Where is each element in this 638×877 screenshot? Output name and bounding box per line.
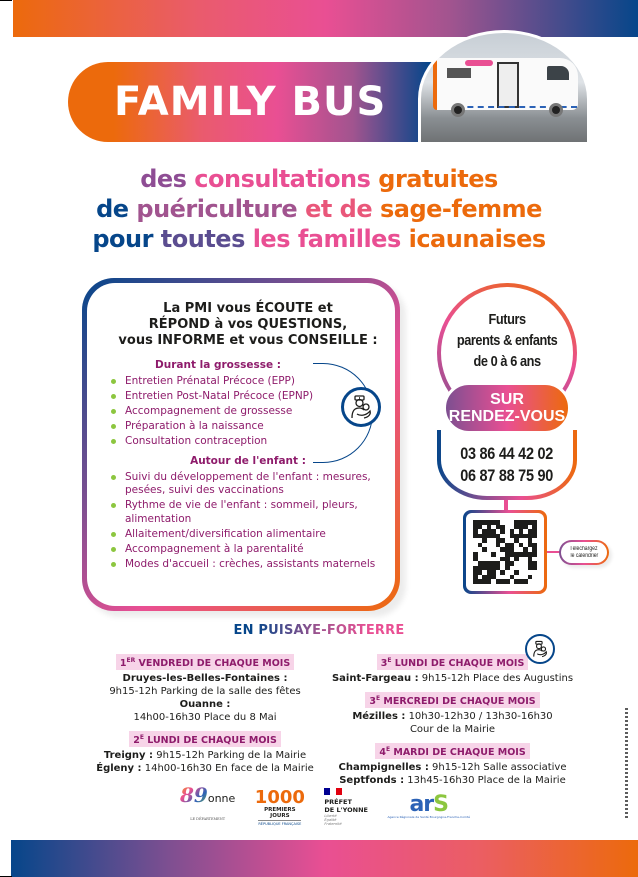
top-gradient-band [13,0,638,37]
service-list-item [111,558,385,572]
heading-line: vous INFORME et vous CONSEILLE : [118,333,378,348]
calendar-qr-code[interactable] [463,510,547,594]
logo-prefet-motto: Liberté [324,814,337,818]
day-badge [377,654,529,670]
location-name: Ouanne : [179,699,231,710]
service-text: Entretien Post-Natal Précoce (EPNP) [125,390,314,402]
location-detail: 9h15-12h Parking de la salle des fêtes [109,686,301,697]
service-list-item [111,499,385,526]
service-text: Rythme de vie de l'enfant : sommeil, pleurs, alimentation [125,499,358,525]
service-text: Accompagnement à la parentalité [125,542,304,555]
service-list-item [111,471,385,498]
logo-prefet-motto: Égalité [324,818,337,822]
location-line [325,710,580,723]
day-badge [365,692,539,708]
tagline-line [0,164,638,194]
logo-yonne-department [180,785,235,829]
tagline-segment: des [140,165,195,193]
service-text: Modes d'accueil : crèches, assistants maternels [125,557,376,570]
title-banner [68,62,448,142]
logo-yonne-sub: LE DÉPARTEMENT [190,817,226,821]
bullet-icon [111,562,116,567]
location-detail: 9h15-12h Parking de la Mairie [153,750,307,761]
bus-door [497,62,519,108]
day-label: MARDI DE CHAQUE MOIS [390,747,526,758]
audience-text [457,309,557,372]
schedule-block [85,651,325,724]
french-flag-icon [324,788,342,795]
bullet-icon [111,409,116,414]
logo-prefet-label: DE L'YONNE [324,806,368,814]
bullet-icon [111,503,116,508]
crop-mark [0,0,12,1]
tagline-segment: icaunaises [408,225,546,253]
audience-line: Futurs [488,311,526,328]
phone-number-link[interactable]: 06 87 88 75 90 [460,466,554,485]
day-badge [129,731,281,747]
bus-logo-decal [465,60,493,66]
logo-1000-premiers-jours [254,786,305,826]
logo-ars-s: S [433,792,448,817]
section-title: Autour de l'enfant : [190,454,306,467]
service-text: Consultation contraception [125,435,268,447]
location-detail: 9h15-12h Place des Augustins [418,673,574,684]
print-reference-mark [625,708,628,818]
tagline-line [0,194,638,224]
tagline [0,164,638,254]
location-line [85,762,325,775]
bullet-icon [111,532,116,537]
location-detail: 9h15-12h Salle associative [428,762,567,773]
location-name: Saint-Fargeau : [331,673,419,684]
heading-line: La PMI vous ÉCOUTE et [163,301,333,316]
location-detail: 10h30-12h30 / 13h30-16h30 [405,711,553,722]
audience-line: de 0 à 6 ans [473,353,541,370]
service-list-item [111,528,385,542]
appointment-line: RENDEZ-VOUS [448,408,566,425]
phone-box [437,430,577,500]
tagline-segment: gratuites [378,165,498,193]
download-calendar-link[interactable] [559,540,609,565]
logo-ars-word: ar [409,792,434,817]
bullet-icon [111,547,116,552]
heading-line: RÉPOND à vos QUESTIONS, [148,317,348,332]
service-text: Préparation à la naissance [125,420,264,432]
service-list [111,471,385,572]
location-line [325,774,580,787]
logo-1000-sub: RÉPUBLIQUE FRANÇAISE [258,821,302,826]
bullet-icon [111,439,116,444]
ordinal: 1 [119,658,127,669]
tagline-segment: sage-femme [379,195,542,223]
location-detail: 14h00-16h30 En face de la Mairie [141,763,314,774]
location-detail: 14h00-16h30 Place du 8 Mai [133,712,277,723]
bus-photo [418,30,590,145]
appointment-line: SUR [490,391,524,408]
location-name: Mézilles : [352,711,406,722]
qr-code-grid [473,520,537,584]
tagline-segment: puériculture [136,195,306,223]
location-line [85,749,325,762]
partner-logos [180,783,470,827]
tagline-line [0,224,638,254]
logo-1000-number: 1000 [254,786,305,808]
bus-window [447,68,471,78]
bus-wheel [549,103,563,117]
day-label: LUNDI DE CHAQUE MOIS [143,735,277,746]
location-name: Druyes-les-Belles-Fontaines : [122,673,288,684]
schedule-left-column [85,651,325,779]
logo-prefet-yonne [324,788,368,826]
day-label: VENDREDI DE CHAQUE MOIS [135,658,291,669]
logo-yonne-number: 89 [180,783,208,807]
ordinal-suffix: E [375,694,381,702]
schedule-block [325,740,580,787]
phone-number-link[interactable]: 03 86 44 42 02 [460,444,554,463]
tagline-segment: les familles [252,225,409,253]
page-title: FAMILY BUS [114,79,387,125]
nurse-with-baby-icon [525,634,555,664]
logo-yonne-word: onne [207,792,236,805]
download-label-line: le calendrier [570,552,598,559]
tagline-segment: toutes [160,225,253,253]
download-label-line: Téléchargez [569,546,599,552]
qr-module [532,579,537,584]
service-text: Entretien Prénatal Précoce (EPP) [125,375,295,387]
ordinal-suffix: ER [126,656,136,664]
service-text: Accompagnement de grossesse [125,405,293,417]
day-badge [116,654,294,670]
schedule-right-column [325,651,580,791]
bus-cab-window [547,66,569,80]
pmi-heading [111,301,385,349]
bullet-icon [111,424,116,429]
tagline-segment: de [96,195,137,223]
day-label: MERCREDI DE CHAQUE MOIS [380,696,536,707]
location-line [325,761,580,774]
nurse-with-baby-icon [341,387,381,427]
logo-prefet-label: PRÉFET [324,798,352,806]
service-list-item [111,543,385,557]
logo-1000-label: PREMIERS [264,806,296,813]
logo-prefet-motto: Fraternité [324,822,342,826]
ordinal: 3 [380,658,388,669]
logo-ars [387,792,470,819]
location-name: Septfonds : [339,775,405,786]
bullet-icon [111,379,116,384]
tagline-segment: consultations [194,165,379,193]
audience-line: parents & enfants [456,332,558,349]
bottom-gradient-band [11,840,638,877]
bullet-icon [111,475,116,480]
ordinal-suffix: E [387,656,392,664]
bullet-icon [111,394,116,399]
ordinal: 3 [369,696,376,707]
section-title: Durant la grossesse : [155,359,281,371]
ordinal: 2 [133,735,140,746]
service-text: Allaitement/diversification alimentaire [125,527,326,540]
pmi-info-card [82,278,400,611]
tagline-segment: pour [92,225,161,253]
location-name: Égleny : [96,763,142,774]
appointment-badge [443,382,571,434]
location-detail: 13h45-16h30 Place de la Mairie [404,775,566,786]
day-label: LUNDI DE CHAQUE MOIS [391,658,525,669]
ordinal: 4 [379,747,386,758]
logo-ars-sub: Agence Régionale de Santé Bourgogne-Franche-Comté [387,815,470,819]
location-line [325,672,580,685]
location-detail: Cour de la Mairie [409,724,496,735]
schedule-block [325,689,580,736]
logo-1000-label: JOURS [270,812,290,819]
schedule-block [85,728,325,775]
bus-wheel [451,103,465,117]
ordinal-suffix: E [139,733,144,741]
location-name: Champignelles : [338,762,429,773]
region-title: EN PUISAYE-FORTERRE [0,623,638,638]
location-name: Treigny : [103,750,154,761]
tagline-segment: et de [305,195,380,223]
service-text: Suivi du développement de l'enfant : mesures, pesées, suivi des vaccinations [125,470,371,496]
day-badge [375,743,529,759]
ordinal-suffix: E [385,745,391,753]
